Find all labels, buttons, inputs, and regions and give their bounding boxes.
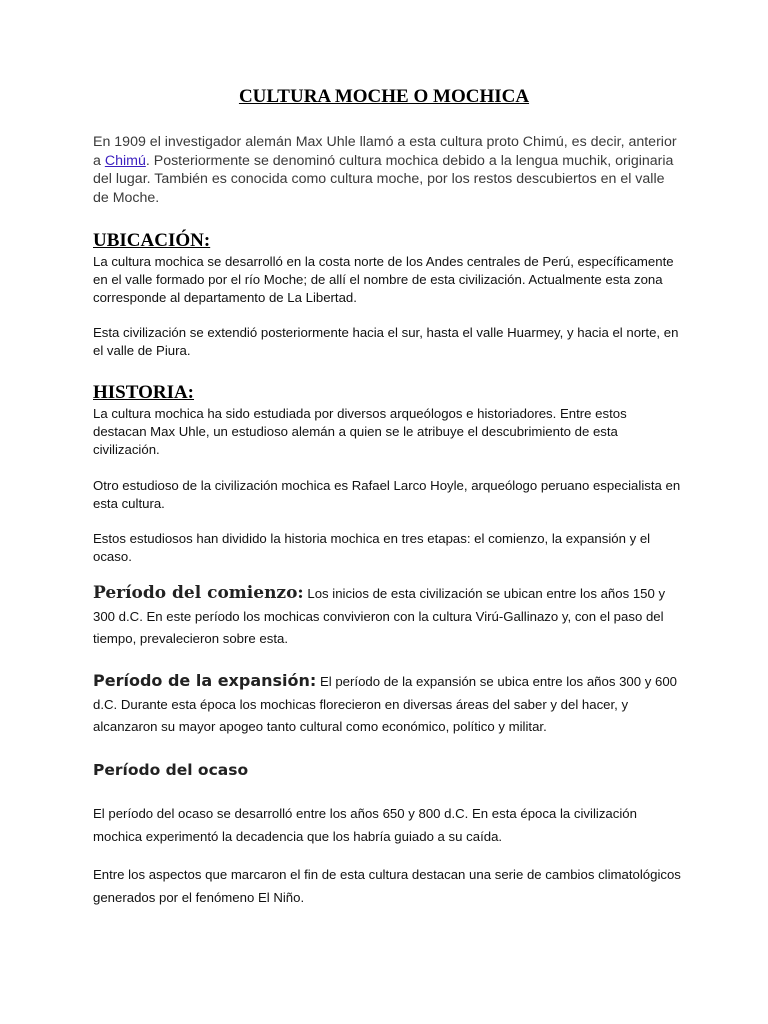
document-title: CULTURA MOCHE O MOCHICA bbox=[238, 86, 530, 107]
comienzo-paragraph bbox=[93, 582, 683, 651]
ubicacion-heading: UBICACIÓN: bbox=[93, 230, 211, 251]
ubicacion-paragraph-2: Esta civilización se extendió posteriormente hacia el sur, hasta el valle Huarmey, y hacia el norte, en el valle de Piura. bbox=[93, 325, 679, 358]
ubicacion-paragraph-1: La cultura mochica se desarrolló en la costa norte de los Andes centrales de Perú, específicamente en el valle formado por el río Moche; de allí el nombre de esta civilización. Actualmente esta zona corresponde al departamento de La Libertad. bbox=[93, 254, 674, 305]
expansion-lead: Período de la expansión: bbox=[93, 671, 317, 690]
comienzo-lead: Período del comienzo: bbox=[93, 583, 304, 603]
intro-text-after-link: . Posteriormente se denominó cultura mochica debido a la lengua muchik, originaria del lugar. También es conocida como cultura moche, por los restos descubiertos en el valle de Moche. bbox=[93, 152, 674, 206]
chimu-link[interactable]: Chimú bbox=[104, 152, 146, 169]
ocaso-heading: Período del ocaso bbox=[93, 761, 249, 779]
historia-paragraph-1: La cultura mochica ha sido estudiada por diversos arqueólogos e historiadores. Entre estos destacan Max Uhle, un estudioso alemán a quien se le atribuye el descubrimiento de esta civilización. bbox=[93, 406, 627, 457]
intro-paragraph bbox=[93, 133, 683, 207]
intro-text-before-link: En 1909 el investigador alemán Max Uhle llamó a esta cultura proto Chimú, es decir, anterior a bbox=[93, 134, 677, 169]
expansion-paragraph bbox=[93, 670, 683, 739]
historia-paragraph-2: Otro estudioso de la civilización mochica es Rafael Larco Hoyle, arqueólogo peruano especialista en esta cultura. bbox=[93, 478, 681, 511]
comienzo-text: Los inicios de esta civilización se ubican entre los años 150 y 300 d.C. En este período los mochicas convivieron con la cultura Virú-Gallinazo y, con el paso del tiempo, prevalecieron sobre esta. bbox=[93, 586, 666, 646]
historia-heading: HISTORIA: bbox=[93, 382, 195, 403]
ocaso-paragraph-1: El período del ocaso se desarrolló entre los años 650 y 800 d.C. En esta época la civilización mochica experimentó la decadencia que los habría guiado a su caída. bbox=[93, 806, 637, 844]
historia-paragraph-3: Estos estudiosos han dividido la historia mochica en tres etapas: el comienzo, la expansión y el ocaso. bbox=[93, 531, 651, 564]
expansion-text: El período de la expansión se ubica entre los años 300 y 600 d.C. Durante esta época los mochicas florecieron en diversas áreas del saber y del hacer, y alcanzaron su mayor apogeo tanto cultural como económico, político y militar. bbox=[93, 674, 678, 734]
ocaso-paragraph-2: Entre los aspectos que marcaron el fin de esta cultura destacan una serie de cambios climatológicos generados por el fenómeno El Niño. bbox=[93, 867, 681, 905]
